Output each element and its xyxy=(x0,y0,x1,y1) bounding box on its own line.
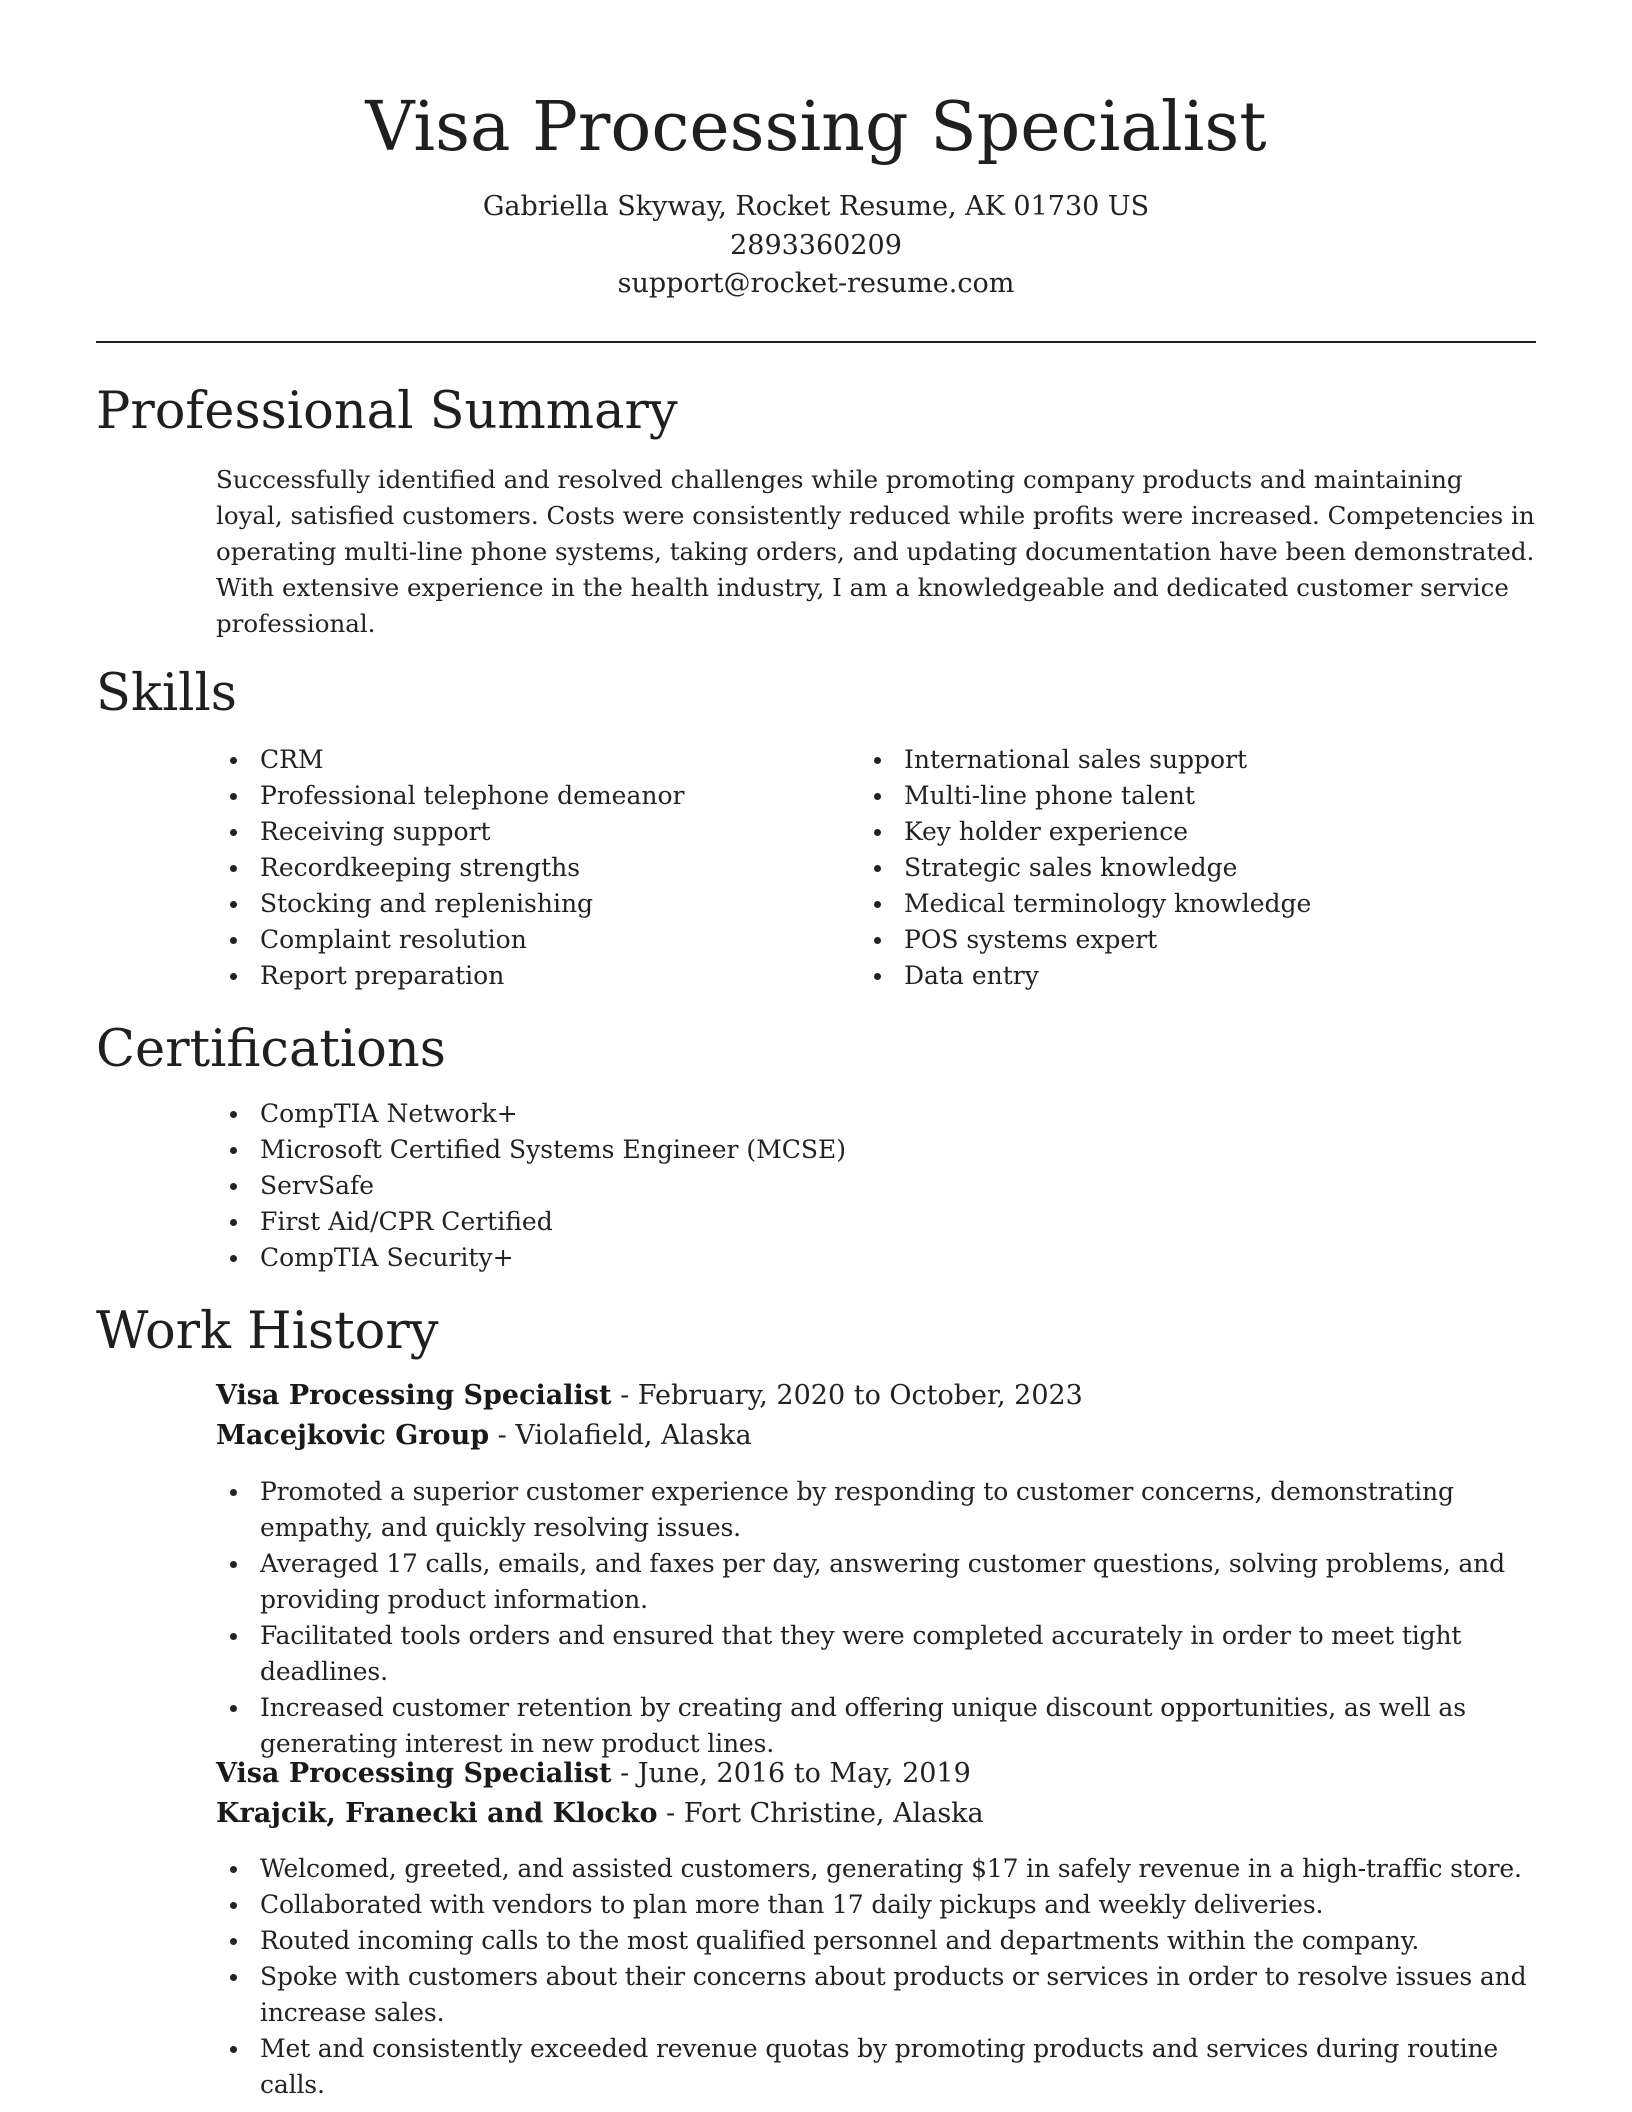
skill-item: Key holder experience xyxy=(860,814,1520,850)
resume-name: Visa Processing Specialist xyxy=(365,88,1267,167)
certifications-list xyxy=(216,1096,1516,1276)
contact-address: Gabriella Skyway, Rocket Resume, AK 01730 US xyxy=(482,191,1150,222)
job-role: Visa Processing Specialist xyxy=(216,1380,612,1411)
certification-item: CompTIA Network+ xyxy=(216,1096,1516,1132)
skill-item: Report preparation xyxy=(216,958,836,994)
contact-phone: 2893360209 xyxy=(730,230,902,261)
job-bullet: Routed incoming calls to the most qualified personnel and departments within the company. xyxy=(216,1923,1546,1959)
skill-item: Strategic sales knowledge xyxy=(860,850,1520,886)
summary-text: Successfully identified and resolved challenges while promoting company products and maintaining loyal, satisfied customers. Costs were consistently reduced while profits were increased. Competencies in operating multi-line phone systems, taking orders, and updating documentation have been demonstrated. With extensive experience in the health industry, I am a knowledgeable and dedicated customer service professional. xyxy=(216,465,1535,638)
job-location: - Violafield, Alaska xyxy=(489,1420,752,1451)
skills-list-right xyxy=(860,742,1520,994)
job-dates: - February, 2020 to October, 2023 xyxy=(611,1380,1083,1411)
contact-email: support@rocket-resume.com xyxy=(617,268,1015,299)
skill-item: Data entry xyxy=(860,958,1520,994)
job-company-line xyxy=(216,1794,984,1834)
skill-item: Complaint resolution xyxy=(216,922,836,958)
job-bullet: Met and consistently exceeded revenue quotas by promoting products and services during routine calls. xyxy=(216,2031,1546,2103)
skills-list-left xyxy=(216,742,836,994)
skill-item: International sales support xyxy=(860,742,1520,778)
job-role: Visa Processing Specialist xyxy=(216,1758,612,1789)
job-location: - Fort Christine, Alaska xyxy=(657,1798,984,1829)
certification-item: ServSafe xyxy=(216,1168,1516,1204)
job-bullet: Facilitated tools orders and ensured that they were completed accurately in order to meet tight deadlines. xyxy=(216,1618,1546,1690)
job-bullet: Welcomed, greeted, and assisted customers, generating $17 in safely revenue in a high-traffic store. xyxy=(216,1851,1546,1887)
job-bullet: Spoke with customers about their concerns about products or services in order to resolve issues and increase sales. xyxy=(216,1959,1546,2031)
skill-item: POS systems expert xyxy=(860,922,1520,958)
certification-item: CompTIA Security+ xyxy=(216,1240,1516,1276)
skill-item: Multi-line phone talent xyxy=(860,778,1520,814)
certification-item: Microsoft Certified Systems Engineer (MCSE) xyxy=(216,1132,1516,1168)
job-bullet: Promoted a superior customer experience by responding to customer concerns, demonstrating empathy, and quickly resolving issues. xyxy=(216,1474,1546,1546)
job-title-line xyxy=(216,1754,971,1794)
job-bullet: Increased customer retention by creating and offering unique discount opportunities, as well as generating interest in new product lines. xyxy=(216,1690,1546,1762)
skill-item: Professional telephone demeanor xyxy=(216,778,836,814)
work-history-heading: Work History xyxy=(96,1302,439,1361)
job-bullets xyxy=(216,1474,1546,1762)
job-company: Macejkovic Group xyxy=(216,1420,490,1451)
skill-item: Recordkeeping strengths xyxy=(216,850,836,886)
skill-item: Medical terminology knowledge xyxy=(860,886,1520,922)
header-divider xyxy=(96,341,1536,343)
job-company: Krajcik, Franecki and Klocko xyxy=(216,1798,658,1829)
job-bullet: Collaborated with vendors to plan more than 17 daily pickups and weekly deliveries. xyxy=(216,1887,1546,1923)
job-title-line xyxy=(216,1376,1083,1416)
skill-item: Receiving support xyxy=(216,814,836,850)
summary-heading: Professional Summary xyxy=(96,382,678,441)
job-company-line xyxy=(216,1416,752,1456)
certification-item: First Aid/CPR Certified xyxy=(216,1204,1516,1240)
certifications-heading: Certifications xyxy=(96,1020,446,1079)
skill-item: CRM xyxy=(216,742,836,778)
skills-heading: Skills xyxy=(96,664,237,723)
job-dates: - June, 2016 to May, 2019 xyxy=(611,1758,971,1789)
job-bullets xyxy=(216,1851,1546,2103)
job-bullet: Averaged 17 calls, emails, and faxes per day, answering customer questions, solving problems, and providing product information. xyxy=(216,1546,1546,1618)
skill-item: Stocking and replenishing xyxy=(216,886,836,922)
